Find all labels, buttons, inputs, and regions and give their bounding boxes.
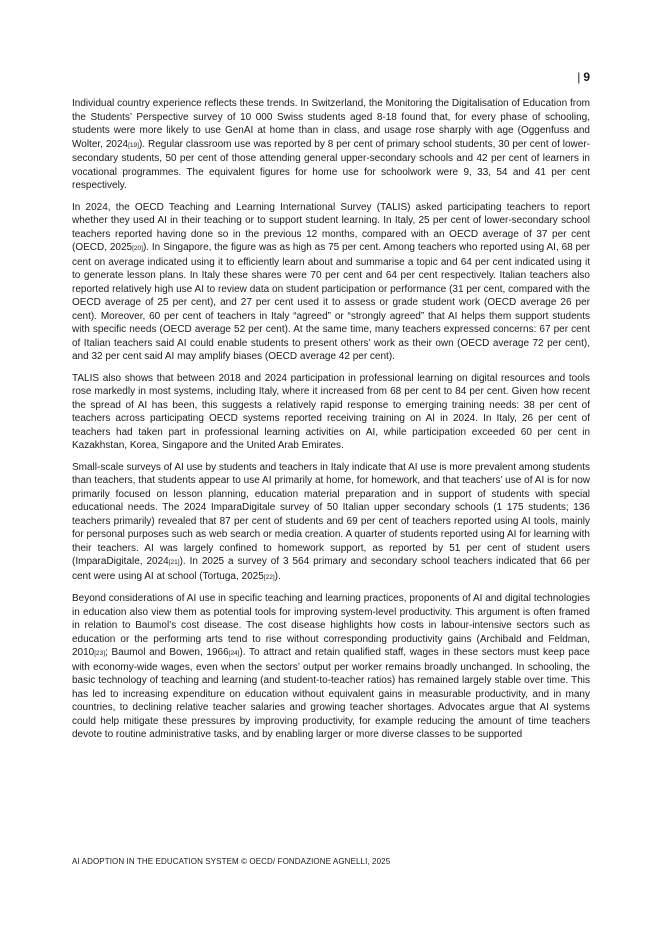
paragraph	[72, 97, 590, 193]
paragraph-text: ). In 2025 a survey of 3 564 primary and secondary school teachers indicated that 66 per cent were using AI at school (Tortuga, 2025	[72, 556, 590, 582]
citation-reference: [23]	[94, 650, 106, 657]
paragraph-text: ; Baumol and Bowen, 1966	[105, 647, 229, 658]
paragraph	[72, 201, 590, 364]
paragraph-text: ).	[274, 570, 281, 582]
page-number: | 9	[577, 70, 590, 84]
citation-reference: [20]	[132, 245, 143, 252]
page-number-divider: |	[577, 70, 581, 84]
paragraph-text: Beyond considerations of AI use in specific teaching and learning practices, proponents of AI and digital technologies in education also view them as potential tools for improving system-level productivity. This argument is often framed in relation to Baumol’s cost disease. The cost disease highlights how costs in labour-intensive sectors such as education or the performing arts tend to rise without corresponding productivity gains (Archibald and Feldman, 2010	[72, 593, 590, 658]
paragraph-text: Small-scale surveys of AI use by students and teachers in Italy indicate that AI use is more prevalent among students than teachers, that students appear to use AI primarily at home, for homework, and that teachers’ use of AI is for now primarily focused on lesson planning, education material preparation and in support of students with special educational needs. The 2024 ImparaDigitale survey of 50 Italian upper secondary schools (1 175 students; 136 teachers primarily) revealed that 87 per cent of students and 69 per cent of teachers reported using AI tools, mainly for personal purposes such as web search or media creation. A quarter of students reported using AI for learning with their teachers. AI was largely confined to homework support, as reported by 51 per cent of student users (ImparaDigitale, 2024	[72, 461, 590, 567]
paragraph-text: ). In Singapore, the figure was as high as 75 per cent. Among teachers who reported using AI, 68 per cent on average indicated using it to efficiently learn about and summarise a topic and 64 per cent indicated using it to generate lesson plans. In Italy these shares were 70 per cent and 64 per cent respectively. Italian teachers also reported relatively high use AI to review data on student participation or performance (31 per cent, compared with the OECD average of 25 per cent), and 27 per cent used it to assess or grade student work (OECD average 26 per cent). Moreover, 60 per cent of teachers in Italy “agreed” or “strongly agreed” that AI helps them support students with specific needs (OECD average 52 per cent). At the same time, many teachers expressed concerns: 67 per cent of Italian teachers said AI could enable students to present others’ work as their own (OECD average 72 per cent), and 32 per cent said AI may amplify biases (OECD average 42 per cent).	[72, 242, 590, 362]
paragraph-text: In 2024, the OECD Teaching and Learning International Survey (TALIS) asked participating teachers to report whether they used AI in their teaching or to support student learning. In Italy, 25 per cent of lower-secondary school teachers reported having done so in the previous 12 months, compared with an OECD average of 37 per cent (OECD, 2025	[72, 201, 590, 253]
citation-reference: [21]	[168, 559, 180, 566]
body-text	[72, 97, 590, 750]
paragraph-text: Individual country experience reflects these trends. In Switzerland, the Monitoring the Digitalisation of Education from the Students’ Perspective survey of 10 000 Swiss students aged 8-18 found that, for every phase of schooling, students were more likely to use GenAI at home than in class, and usage rose sharply with age (Oggenfuss and Wolter, 2024	[72, 98, 590, 150]
citation-reference: [22]	[263, 573, 275, 581]
paragraph	[72, 461, 590, 585]
paragraph	[72, 372, 590, 453]
paragraph	[72, 592, 590, 742]
paragraph-text: ). Regular classroom use was reported by 8 per cent of primary school students, 30 per cent of lower-secondary students, 50 per cent of those attending general upper-secondary schools and 42 per cent of learners in vocational programmes. The equivalent figures for home use for schoolwork were 9, 33, 54 and 41 per cent respectively.	[72, 138, 590, 191]
citation-reference: [19]	[128, 141, 139, 149]
paragraph-text: ). To attract and retain qualified staff, wages in these sectors must keep pace with economy-wide wages, even when the sectors’ output per worker remains broadly unchanged. In schooling, the basic technology of teaching and learning (and student-to-teacher ratios) has remained largely stable over time. This has led to increasing expenditure on education without equivalent gains in measurable productivity, and in many countries, to declining relative teacher salaries and growing teacher shortages. Advocates argue that AI systems could help mitigate these pressures by improving productivity, for example reducing the amount of time teachers devote to routine administrative tasks, and by enabling larger or more diverse classes to be supported	[72, 647, 590, 740]
page-footer: AI ADOPTION IN THE EDUCATION SYSTEM © OECD/ FONDAZIONE AGNELLI, 2025	[72, 857, 391, 866]
citation-reference: [24]	[228, 650, 240, 657]
paragraph-text: TALIS also shows that between 2018 and 2024 participation in professional learning on digital resources and tools rose markedly in most systems, including Italy, where it increased from 68 per cent to 84 per cent. Given how recent the spread of AI has been, this suggests a relatively rapid response to emerging training needs: 38 per cent of teachers across participating OECD systems reported receiving training on AI in 2024. In Italy, 26 per cent of teachers had taken part in professional learning activities on AI, while participation exceeded 60 per cent in Kazakhstan, Korea, Singapore and the United Arab Emirates.	[72, 372, 590, 451]
